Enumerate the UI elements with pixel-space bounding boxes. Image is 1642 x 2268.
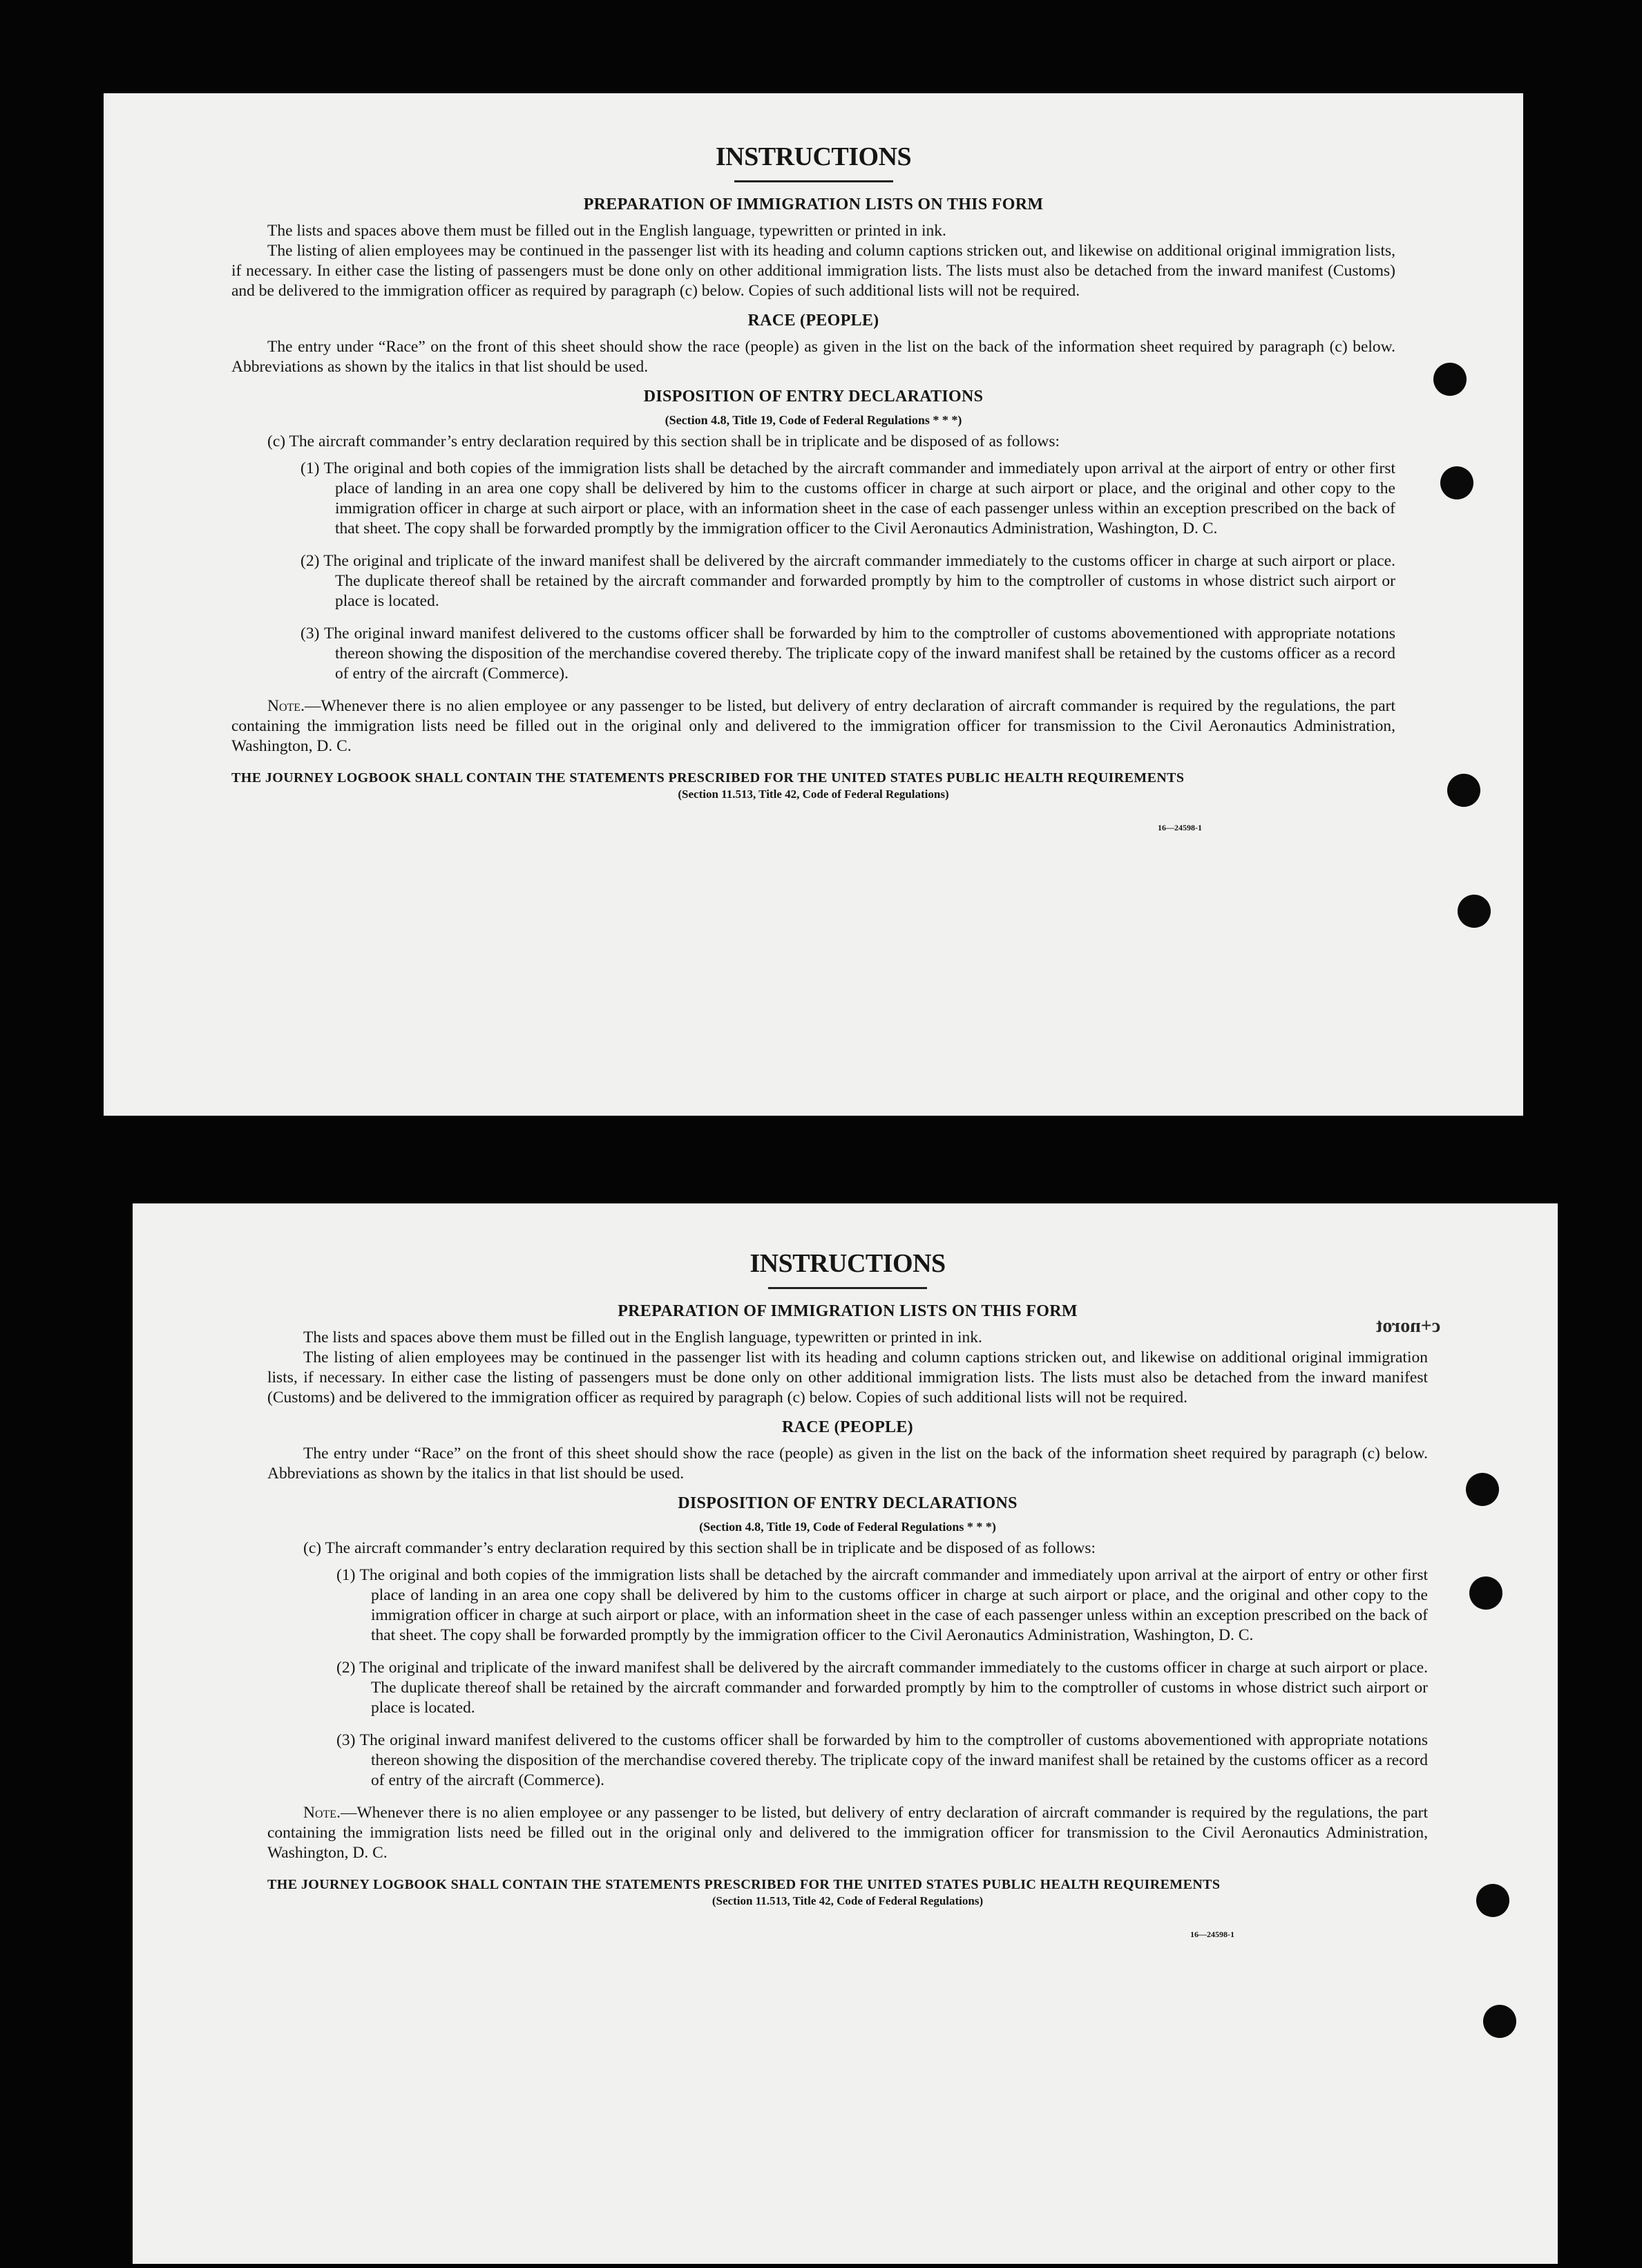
paragraph: The entry under “Race” on the front of this sheet should show the race (people) as given in the list on the back of the information sheet required by paragraph (c) below. Abbreviations as shown by the italics in that list should be used. <box>267 1445 1428 1483</box>
punch-hole <box>1469 1576 1502 1610</box>
regulation-citation: (Section 4.8, Title 19, Code of Federal Regulations * * *) <box>665 413 962 427</box>
punch-hole <box>1447 774 1480 807</box>
title-rule <box>734 180 893 182</box>
form-number: 16—24598-1 <box>1158 823 1202 832</box>
instruction-sheet-bottom <box>133 1203 1558 2264</box>
paragraph: The listing of alien employees may be continued in the passenger list with its heading and column captions stricken out, and likewise on additional original immigration lists, if necessary. In either case the listing of passengers must be done only on other additional immigration lists. The lists must also be detached from the inward manifest (Customs) and be delivered to the immigration officer as required by paragraph (c) below. Copies of such additional lists will not be required. <box>231 242 1395 300</box>
punch-hole <box>1476 1884 1509 1917</box>
list-item: (1) The original and both copies of the immigration lists shall be detached by the aircraft commander and immediately upon arrival at the airport of entry or other first place of landing in an area one copy shall be delivered by him to the customs officer in charge at such airport or place, and the original and other copy to the immigration officer in charge at such airport or place, with an information sheet in the case of each passenger unless within an exception prescribed on the back of that sheet. The copy shall be forwarded promptly by the immigration officer to the Civil Aeronautics Administration, Washington, D. C. <box>300 459 1395 537</box>
instruction-sheet-top <box>104 93 1523 1116</box>
mirrored-stamp: c+norot <box>1376 1315 1441 1337</box>
section-heading-preparation: PREPARATION OF IMMIGRATION LISTS ON THIS FORM <box>583 196 1044 213</box>
punch-hole <box>1458 895 1491 928</box>
title-rule <box>768 1287 927 1289</box>
form-number: 16—24598-1 <box>1190 1929 1234 1939</box>
journey-requirement: THE JOURNEY LOGBOOK SHALL CONTAIN THE STATEMENTS PRESCRIBED FOR THE UNITED STATES PUBLIC HEALTH REQUIREMENTS <box>267 1877 1221 1892</box>
list-item: (1) The original and both copies of the immigration lists shall be detached by the aircraft commander and immediately upon arrival at the airport of entry or other first place of landing in an area one copy shall be delivered by him to the customs officer in charge at such airport or place, and the original and other copy to the immigration officer in charge at such airport or place, with an information sheet in the case of each passenger unless within an exception prescribed on the back of that sheet. The copy shall be forwarded promptly by the immigration officer to the Civil Aeronautics Administration, Washington, D. C. <box>336 1566 1428 1644</box>
page-title: INSTRUCTIONS <box>715 142 912 171</box>
paragraph-c: (c) The aircraft commander’s entry declaration required by this section shall be in triplicate and be disposed of as follows: <box>267 432 1060 450</box>
punch-hole <box>1466 1473 1499 1506</box>
journey-requirement: THE JOURNEY LOGBOOK SHALL CONTAIN THE STATEMENTS PRESCRIBED FOR THE UNITED STATES PUBLIC HEALTH REQUIREMENTS <box>231 770 1185 785</box>
sheet-content <box>231 142 1395 833</box>
note-label: Note. <box>303 1804 341 1822</box>
page-title: INSTRUCTIONS <box>750 1249 946 1278</box>
note-text: —Whenever there is no alien employee or any passenger to be listed, but delivery of entry declaration of aircraft commander is required by the regulations, the part containing the immigration lists need be filled out in the original only and delivered to the immigration officer for transmission to the Civil Aeronautics Administration, Washington, D. C. <box>267 1804 1428 1862</box>
regulation-citation: (Section 4.8, Title 19, Code of Federal Regulations * * *) <box>699 1520 996 1534</box>
note-paragraph <box>231 696 1395 756</box>
paragraph-c: (c) The aircraft commander’s entry declaration required by this section shall be in triplicate and be disposed of as follows: <box>303 1539 1096 1557</box>
section-heading-disposition: DISPOSITION OF ENTRY DECLARATIONS <box>643 388 984 406</box>
list-item: (2) The original and triplicate of the inward manifest shall be delivered by the aircraft commander immediately to the customs officer in charge at such airport or place. The duplicate thereof shall be retained by the aircraft commander and forwarded promptly by him to the comptroller of customs in whose district such airport or place is located. <box>336 1659 1428 1717</box>
paragraph: The lists and spaces above them must be filled out in the English language, typewritten or printed in ink. <box>267 222 946 240</box>
note-label: Note. <box>267 697 305 715</box>
paragraph: The lists and spaces above them must be filled out in the English language, typewritten or printed in ink. <box>303 1328 982 1346</box>
sheet-content <box>267 1248 1428 1940</box>
paragraph: The listing of alien employees may be continued in the passenger list with its heading and column captions stricken out, and likewise on additional original immigration lists, if necessary. In either case the listing of passengers must be done only on other additional immigration lists. The lists must also be detached from the inward manifest (Customs) and be delivered to the immigration officer as required by paragraph (c) below. Copies of such additional lists will not be required. <box>267 1349 1428 1407</box>
section-heading-race: RACE (PEOPLE) <box>747 312 879 330</box>
note-paragraph <box>267 1803 1428 1863</box>
punch-hole <box>1433 363 1467 396</box>
journey-citation: (Section 11.513, Title 42, Code of Federal Regulations) <box>712 1894 984 1907</box>
punch-hole <box>1440 466 1473 499</box>
note-text: —Whenever there is no alien employee or any passenger to be listed, but delivery of entry declaration of aircraft commander is required by the regulations, the part containing the immigration lists need be filled out in the original only and delivered to the immigration officer for transmission to the Civil Aeronautics Administration, Washington, D. C. <box>231 697 1395 755</box>
section-heading-disposition: DISPOSITION OF ENTRY DECLARATIONS <box>678 1494 1018 1512</box>
section-heading-race: RACE (PEOPLE) <box>782 1418 913 1436</box>
list-item: (3) The original inward manifest delivered to the customs officer shall be forwarded by him to the comptroller of customs abovementioned with appropriate notations thereon showing the disposition of the merchandise covered thereby. The triplicate copy of the inward manifest shall be retained by the customs officer as a record of entry of the aircraft (Commerce). <box>300 625 1395 683</box>
list-item: (3) The original inward manifest delivered to the customs officer shall be forwarded by him to the comptroller of customs abovementioned with appropriate notations thereon showing the disposition of the merchandise covered thereby. The triplicate copy of the inward manifest shall be retained by the customs officer as a record of entry of the aircraft (Commerce). <box>336 1731 1428 1789</box>
list-item: (2) The original and triplicate of the inward manifest shall be delivered by the aircraft commander immediately to the customs officer in charge at such airport or place. The duplicate thereof shall be retained by the aircraft commander and forwarded promptly by him to the comptroller of customs in whose district such airport or place is located. <box>300 552 1395 610</box>
journey-citation: (Section 11.513, Title 42, Code of Federal Regulations) <box>678 788 949 801</box>
punch-hole <box>1483 2005 1516 2038</box>
paragraph: The entry under “Race” on the front of this sheet should show the race (people) as given in the list on the back of the information sheet required by paragraph (c) below. Abbreviations as shown by the italics in that list should be used. <box>231 338 1395 376</box>
section-heading-preparation: PREPARATION OF IMMIGRATION LISTS ON THIS FORM <box>618 1302 1078 1320</box>
